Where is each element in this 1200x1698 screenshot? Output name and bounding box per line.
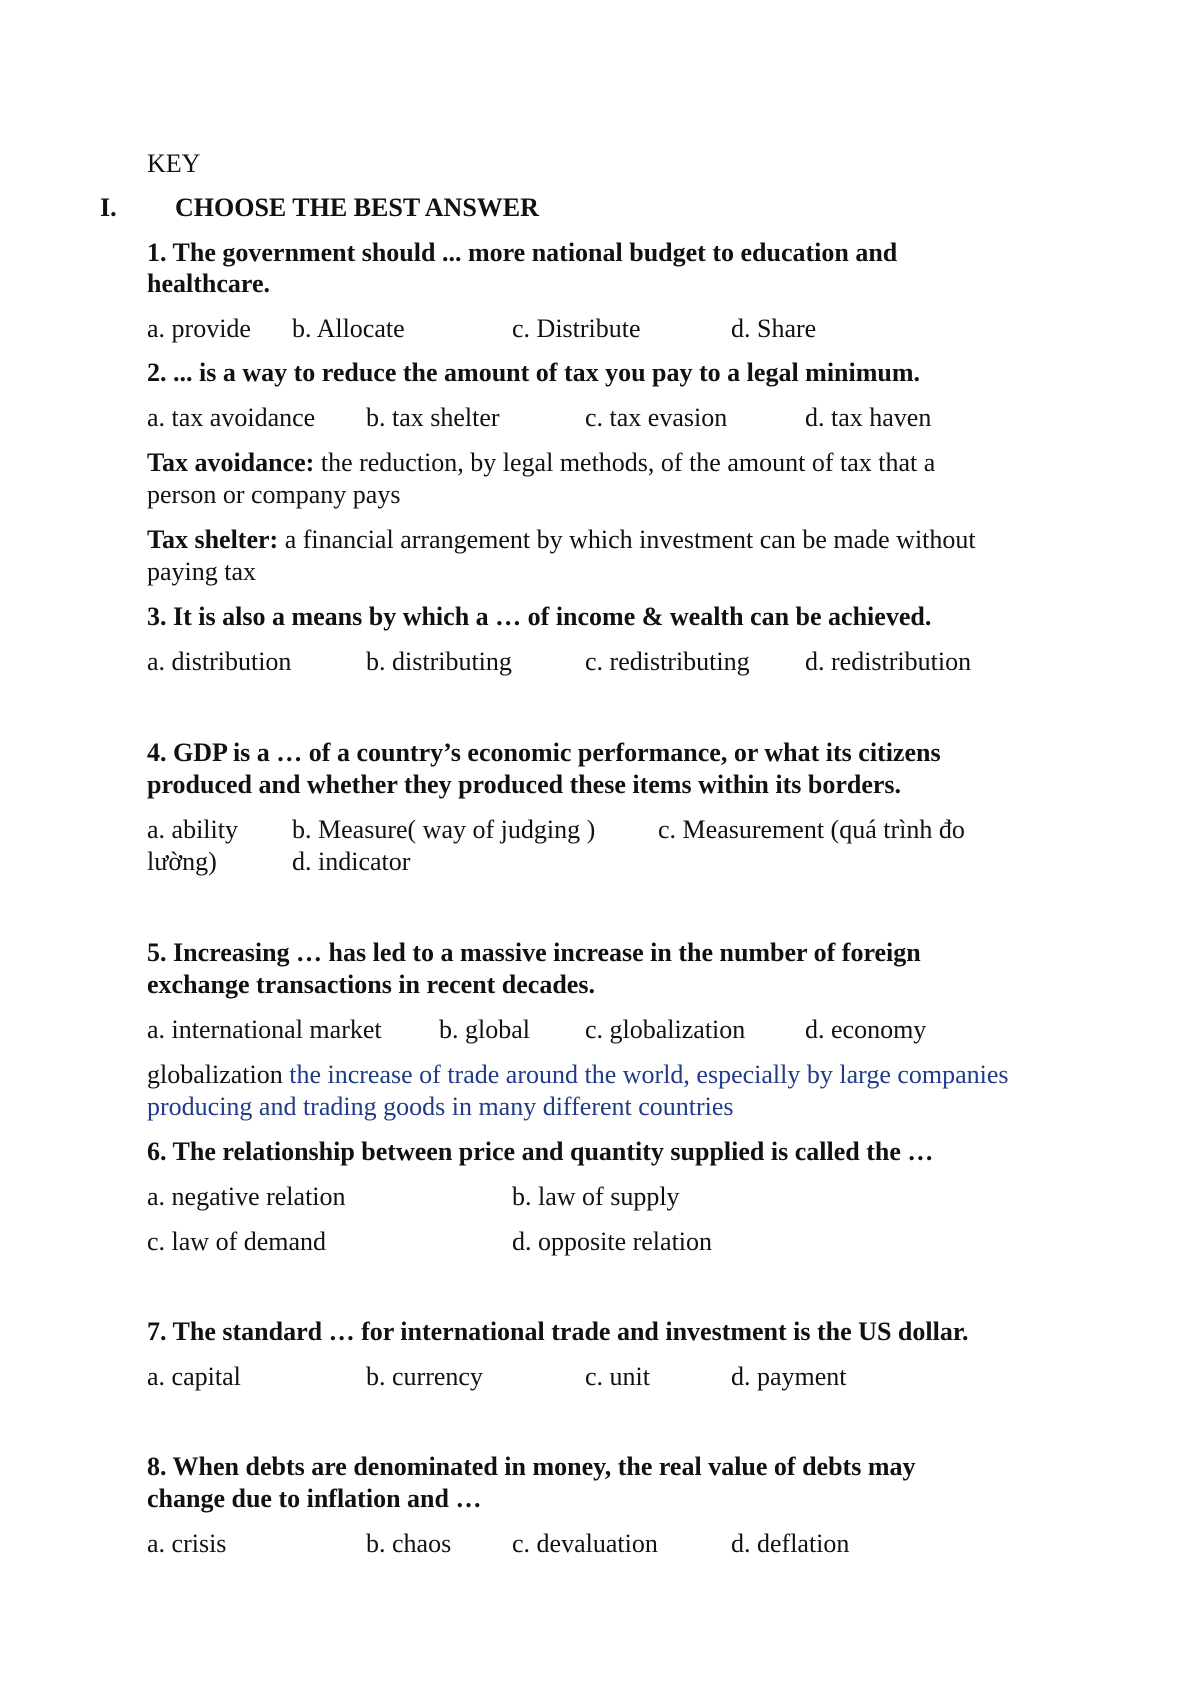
question-4-option-a: a. ability xyxy=(147,815,238,844)
question-8-line-2: change due to inflation and … xyxy=(147,1484,482,1513)
question-1-option-a: a. provide xyxy=(147,314,251,343)
question-1-line-1: 1. The government should ... more national budget to education and xyxy=(147,238,898,267)
question-4-line-2: produced and whether they produced these items within its borders. xyxy=(147,770,902,799)
question-5-option-c: c. globalization xyxy=(585,1015,746,1044)
definition-globalization-line-2: producing and trading goods in many different countries xyxy=(147,1092,734,1121)
question-6-option-a: a. negative relation xyxy=(147,1182,346,1211)
question-8-option-a: a. crisis xyxy=(147,1529,227,1558)
question-6-option-d: d. opposite relation xyxy=(512,1227,713,1256)
question-8-option-b: b. chaos xyxy=(366,1529,452,1558)
definition-text: a financial arrangement by which investment can be made without xyxy=(278,525,976,554)
question-7-option-c: c. unit xyxy=(585,1362,650,1391)
question-3-option-a: a. distribution xyxy=(147,647,292,676)
definition-term: Tax avoidance: xyxy=(147,448,315,477)
question-8-line-1: 8. When debts are denominated in money, the real value of debts may xyxy=(147,1452,916,1481)
question-7-option-a: a. capital xyxy=(147,1362,241,1391)
question-7-option-d: d. payment xyxy=(731,1362,847,1391)
question-3-line-1: 3. It is also a means by which a … of income & wealth can be achieved. xyxy=(147,602,932,631)
question-3-option-c: c. redistributing xyxy=(585,647,750,676)
question-1-line-2: healthcare. xyxy=(147,269,270,298)
question-2-option-b: b. tax shelter xyxy=(366,403,500,432)
question-1-option-b: b. Allocate xyxy=(292,314,405,343)
definition-tax-shelter xyxy=(147,524,976,556)
question-5-option-b: b. global xyxy=(439,1015,530,1044)
definition-tax-avoidance xyxy=(147,447,935,479)
question-6-line-1: 6. The relationship between price and quantity supplied is called the … xyxy=(147,1137,934,1166)
question-4-line-1: 4. GDP is a … of a country’s economic performance, or what its citizens xyxy=(147,738,941,767)
question-5-line-1: 5. Increasing … has led to a massive increase in the number of foreign xyxy=(147,938,921,967)
question-7-line-1: 7. The standard … for international trade and investment is the US dollar. xyxy=(147,1317,969,1346)
definition-tax-avoidance-line-2: person or company pays xyxy=(147,480,401,509)
question-5-option-a: a. international market xyxy=(147,1015,382,1044)
question-2-option-d: d. tax haven xyxy=(805,403,932,432)
question-4-option-c: c. Measurement (quá trình đo xyxy=(658,815,965,844)
definition-tax-shelter-line-2: paying tax xyxy=(147,557,257,586)
definition-globalization xyxy=(147,1059,1009,1091)
definition-text: the increase of trade around the world, especially by large companies xyxy=(282,1060,1009,1089)
question-4-option-c-cont: lường) xyxy=(147,847,217,876)
question-2-option-a: a. tax avoidance xyxy=(147,403,316,432)
question-4-option-b: b. Measure( way of judging ) xyxy=(292,815,596,844)
question-8-option-c: c. devaluation xyxy=(512,1529,658,1558)
question-1-option-d: d. Share xyxy=(731,314,817,343)
key-heading: KEY xyxy=(147,149,201,178)
definition-term: Tax shelter: xyxy=(147,525,279,554)
question-3-option-d: d. redistribution xyxy=(805,647,972,676)
question-7-option-b: b. currency xyxy=(366,1362,483,1391)
question-3-option-b: b. distributing xyxy=(366,647,512,676)
definition-text: the reduction, by legal methods, of the amount of tax that a xyxy=(314,448,936,477)
question-2-option-c: c. tax evasion xyxy=(585,403,728,432)
question-4-option-d: d. indicator xyxy=(292,847,411,876)
definition-term: globalization xyxy=(147,1060,283,1089)
question-5-option-d: d. economy xyxy=(805,1015,927,1044)
question-6-option-c: c. law of demand xyxy=(147,1227,327,1256)
section-title: CHOOSE THE BEST ANSWER xyxy=(175,193,539,222)
question-5-line-2: exchange transactions in recent decades. xyxy=(147,970,595,999)
question-1-option-c: c. Distribute xyxy=(512,314,641,343)
question-6-option-b: b. law of supply xyxy=(512,1182,680,1211)
question-2-line-1: 2. ... is a way to reduce the amount of tax you pay to a legal minimum. xyxy=(147,358,921,387)
section-number: I. xyxy=(100,193,117,222)
question-8-option-d: d. deflation xyxy=(731,1529,850,1558)
